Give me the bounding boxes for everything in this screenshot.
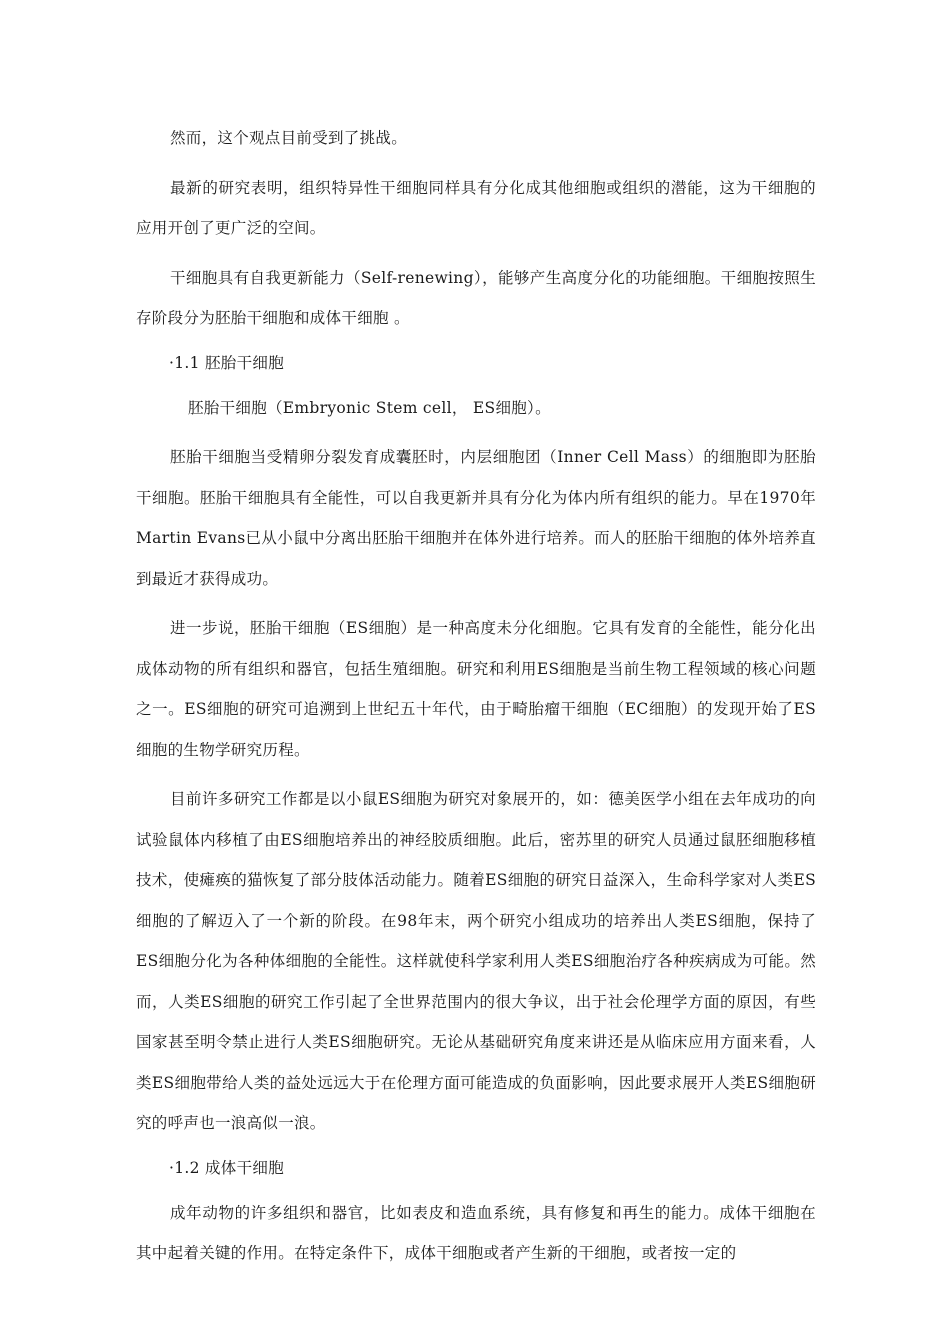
section-heading-embryonic: ·1.1 胚胎干细胞	[169, 353, 285, 372]
paragraph-challenge: 然而，这个观点目前受到了挑战。	[170, 129, 408, 147]
section-heading-adult: ·1.2 成体干细胞	[169, 1158, 285, 1177]
paragraph-latest-research: 最新的研究表明，组织特异性干细胞同样具有分化成其他细胞或组织的潜能，这为干细胞的应用开创了更广泛的空间。	[136, 178, 816, 237]
paragraph-es-totipotency: 进一步说，胚胎干细胞（ES细胞）是一种高度未分化细胞。它具有发育的全能性，能分化出成体动物的所有组织和器官，包括生殖细胞。研究和利用ES细胞是当前生物工程领域的核心问题之一。ES细胞的研究可追溯到上世纪五十年代，由于畸胎瘤干细胞（EC细胞）的发现开始了ES细胞的生物学研究历程。	[136, 619, 816, 759]
paragraph-self-renewing: 干细胞具有自我更新能力（Self-renewing），能够产生高度分化的功能细胞。干细胞按照生存阶段分为胚胎干细胞和成体干细胞 。	[136, 268, 816, 327]
paragraph-inner-cell-mass: 胚胎干细胞当受精卵分裂发育成囊胚时，内层细胞团（Inner Cell Mass）的细胞即为胚胎干细胞。胚胎干细胞具有全能性，可以自我更新并具有分化为体内所有组织的能力。早在1970年Martin Evans已从小鼠中分离出胚胎干细胞并在体外进行培养。而人的胚胎干细胞的体外培养直到最近才获得成功。	[136, 448, 816, 588]
paragraph-es-definition: 胚胎干细胞（Embryonic Stem cell， ES细胞）。	[188, 398, 551, 417]
document-body	[136, 118, 816, 1274]
paragraph-adult-stem-cells: 成年动物的许多组织和器官，比如表皮和造血系统，具有修复和再生的能力。成体干细胞在其中起着关键的作用。在特定条件下，成体干细胞或者产生新的干细胞，或者按一定的	[136, 1203, 816, 1262]
paragraph-es-research: 目前许多研究工作都是以小鼠ES细胞为研究对象展开的，如：德美医学小组在去年成功的向试验鼠体内移植了由ES细胞培养出的神经胶质细胞。此后，密苏里的研究人员通过鼠胚细胞移植技术，使瘫痪的猫恢复了部分肢体活动能力。随着ES细胞的研究日益深入，生命科学家对人类ES细胞的了解迈入了一个新的阶段。在98年末，两个研究小组成功的培养出人类ES细胞，保持了ES细胞分化为各种体细胞的全能性。这样就使科学家利用人类ES细胞治疗各种疾病成为可能。然而，人类ES细胞的研究工作引起了全世界范围内的很大争议，出于社会伦理学方面的原因，有些国家甚至明令禁止进行人类ES细胞研究。无论从基础研究角度来讲还是从临床应用方面来看，人类ES细胞带给人类的益处远远大于在伦理方面可能造成的负面影响，因此要求展开人类ES细胞研究的呼声也一浪高似一浪。	[136, 790, 816, 1132]
